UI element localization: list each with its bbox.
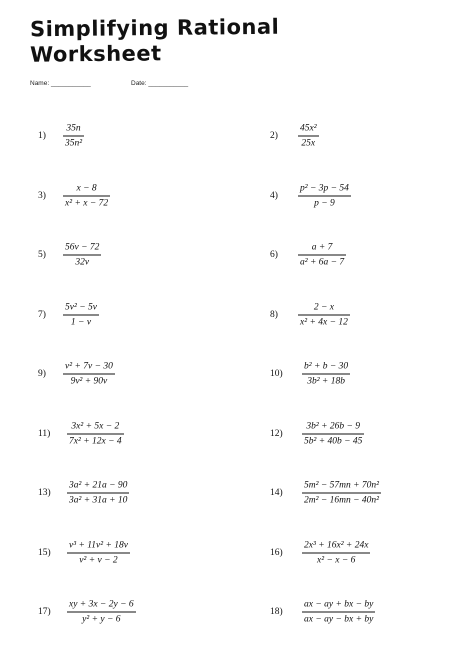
date-field-label: Date: ___________: [131, 80, 189, 87]
denominator: v² + v − 2: [79, 555, 118, 565]
numerator: v³ + 11v² + 18v: [69, 540, 128, 550]
problem-2: [270, 116, 460, 156]
denominator: x² − x − 6: [317, 555, 356, 565]
numerator: 45x²: [300, 123, 317, 134]
rational-expression: [67, 539, 130, 566]
denominator: 9v² + 90v: [70, 376, 108, 387]
rational-expression: [63, 123, 84, 150]
problem-number: 18): [270, 607, 283, 617]
rational-expression: [302, 420, 364, 447]
numerator: 3x² + 5x − 2: [71, 421, 120, 431]
denominator: 25x: [301, 138, 316, 149]
rational-expression: [302, 361, 350, 388]
numerator: b² + b − 30: [304, 361, 349, 372]
problem-6: [270, 235, 460, 275]
problem-4: [270, 176, 460, 216]
problem-number: 8): [270, 309, 278, 320]
problem-3: [38, 176, 228, 216]
problem-11: [38, 414, 228, 454]
numerator: 2 − x: [313, 302, 334, 312]
problem-number: 11): [38, 428, 51, 439]
numerator: 2x³ + 16x² + 24x: [304, 540, 369, 550]
rational-expression: [298, 123, 319, 150]
numerator: xy + 3x − 2y − 6: [69, 599, 134, 610]
rational-expression: [302, 480, 381, 507]
problem-5: [38, 235, 228, 275]
denominator: 5b² + 40b − 45: [304, 436, 363, 446]
name-field-label: Name: ___________: [30, 80, 91, 87]
problem-number: 1): [38, 131, 46, 141]
numerator: ax − ay + bx − by: [304, 599, 374, 610]
problem-16: [270, 533, 460, 573]
problem-7: [38, 295, 228, 335]
numerator: 3b² + 26b − 9: [306, 421, 361, 431]
problem-number: 4): [270, 190, 278, 201]
denominator: 35n²: [65, 138, 83, 149]
numerator: x − 8: [76, 183, 97, 193]
problem-number: 2): [270, 131, 278, 141]
rational-expression: [63, 182, 110, 209]
rational-expression: [298, 242, 346, 269]
rational-expression: [298, 301, 350, 328]
numerator: v² + 7v − 30: [65, 361, 113, 372]
denominator: ax − ay − bx + by: [304, 614, 374, 625]
numerator: 3a² + 21a − 90: [69, 480, 128, 491]
problem-9: [38, 354, 228, 394]
problem-number: 13): [38, 488, 51, 498]
denominator: 7x² + 12x − 4: [69, 436, 122, 446]
denominator: 32v: [75, 257, 90, 268]
problem-number: 10): [270, 369, 283, 379]
worksheet-title-line1: Simplifying Rational: [29, 14, 280, 42]
problem-15: [38, 533, 228, 573]
denominator: 3a² + 31a + 10: [69, 495, 128, 506]
problem-number: 17): [38, 607, 51, 617]
problem-number: 14): [270, 488, 283, 498]
problem-13: [38, 473, 228, 513]
problem-number: 5): [38, 250, 46, 260]
rational-expression: [63, 242, 101, 269]
denominator: x² + 4x − 12: [300, 317, 348, 327]
problem-number: 12): [270, 428, 283, 439]
problem-1: [38, 116, 228, 156]
worksheet-title-line2: Worksheet: [29, 41, 162, 67]
denominator: a² + 6a − 7: [300, 257, 345, 268]
problem-number: 15): [38, 547, 51, 558]
problem-14: [270, 473, 460, 513]
problem-number: 7): [38, 309, 46, 320]
problem-18: [270, 592, 460, 632]
denominator: 3b² + 18b: [307, 376, 345, 387]
rational-expression: [302, 539, 370, 566]
numerator: 5m² − 57mn + 70n²: [304, 480, 379, 491]
problem-number: 3): [38, 190, 46, 201]
problem-number: 16): [270, 547, 283, 558]
denominator: 1 − v: [70, 317, 92, 327]
rational-expression: [67, 420, 124, 447]
denominator: p − 9: [314, 198, 335, 208]
rational-expression: [67, 480, 129, 507]
rational-expression: [298, 182, 351, 209]
denominator: y² + y − 6: [82, 614, 121, 625]
problem-17: [38, 592, 228, 632]
rational-expression: [63, 301, 99, 328]
numerator: a + 7: [311, 242, 333, 253]
problem-12: [270, 414, 460, 454]
numerator: 5v² − 5v: [65, 302, 97, 312]
denominator: x² + x − 72: [65, 198, 109, 208]
numerator: p² − 3p − 54: [300, 183, 349, 193]
problem-number: 9): [38, 369, 46, 379]
denominator: 2m² − 16mn − 40n²: [304, 495, 379, 506]
numerator: 56v − 72: [65, 242, 100, 253]
rational-expression: [302, 599, 375, 626]
rational-expression: [67, 599, 136, 626]
problem-10: [270, 354, 460, 394]
rational-expression: [63, 361, 115, 388]
problem-number: 6): [270, 250, 278, 260]
problem-8: [270, 295, 460, 335]
numerator: 35n: [66, 123, 81, 134]
